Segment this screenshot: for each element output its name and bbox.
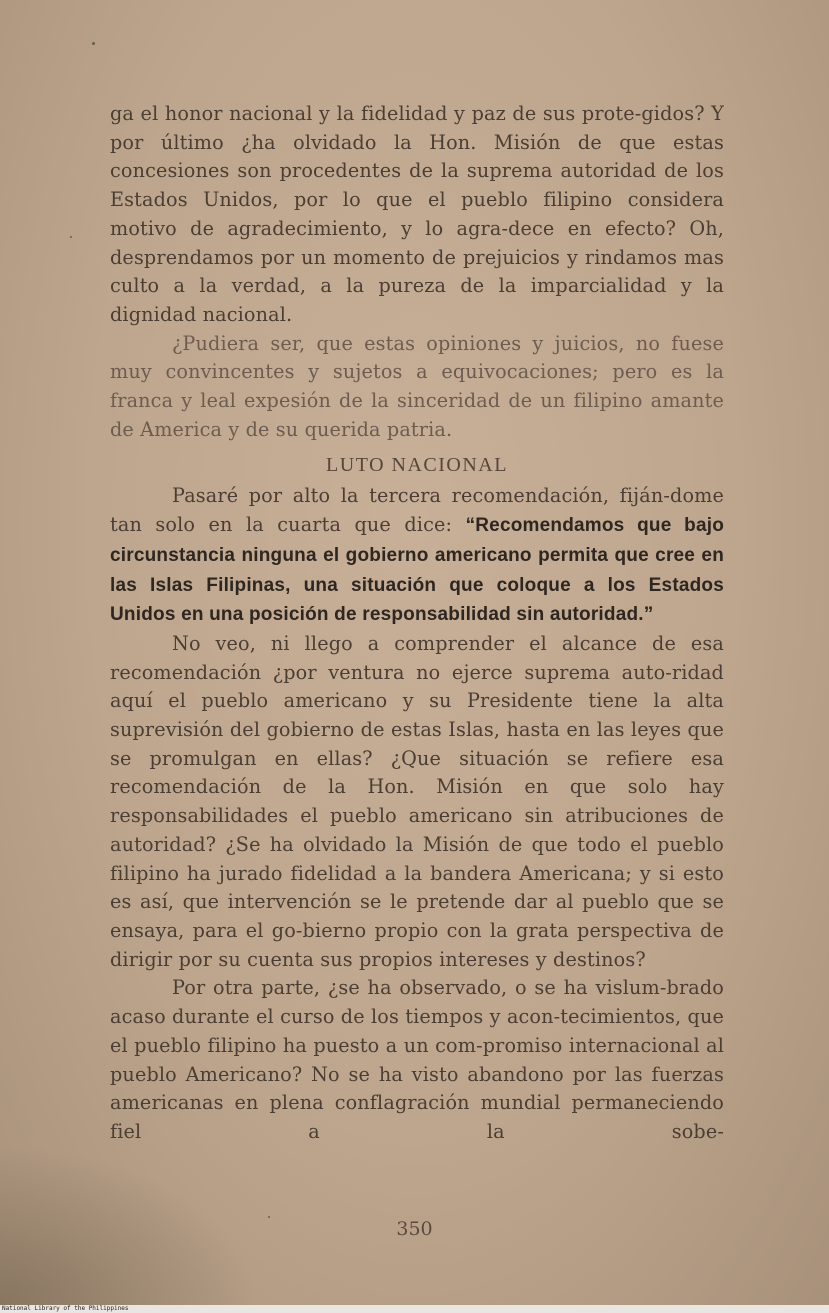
ink-speck — [92, 42, 95, 45]
recommendation-intro: Pasaré por alto la tercera recomendación, fiján-dome tan solo en la cuarta que dice: — [110, 484, 724, 537]
page-number: 350 — [396, 1218, 433, 1240]
paragraph-international: Por otra parte, ¿se ha observado, o se ha vislum-brado acaso durante el curso de los tiempos y acon-tecimientos, que el pueblo filipino ha puesto a un com-promiso internacional al pueblo Americano? No se ha visto abandono por las fuerzas americanas en plena conflagración mundial permaneciendo fiel a la sobe- — [110, 976, 724, 1143]
paragraph-opinion: ¿Pudiera ser, que estas opiniones y juicios, no fuese muy convincentes y sujetos a equivocaciones; pero es la franca y leal expesión de la sinceridad de un filipino amante de America y de su querida patria. — [110, 331, 724, 441]
body-text — [110, 100, 724, 1147]
paragraph-continuation: ga el honor nacional y la fidelidad y paz de sus prote-gidos? Y por último ¿ha olvidado la Hon. Misión de que estas concesiones son procedentes de la suprema autoridad de los Estados Unidos, por lo que el pueblo filipino considera motivo de agradecimiento, y lo agra-dece en efecto? Oh, desprendamos por un momento de prejuicios y rindamos mas culto a la verdad, a la pureza de la imparcialidad y la dignidad nacional. — [110, 102, 724, 326]
library-credit: National Library of the Philippines — [0, 1305, 829, 1313]
recommendation-quote: “Recomendamos que bajo circunstancia ninguna el gobierno americano permita que cree en las Islas Filipinas, una situación que coloque a los Estados Unidos en una posición de responsabilidad sin autoridad.” — [110, 515, 725, 626]
ink-speck — [70, 236, 72, 238]
section-heading: LUTO NACIONAL — [326, 454, 508, 477]
paragraph-recommendation — [110, 482, 724, 630]
paragraph-authority: No veo, ni llego a comprender el alcance de esa recomendación ¿por ventura no ejerce suprema auto-ridad aquí el pueblo americano y su Presidente tiene la alta suprevisión del gobierno de estas Islas, hasta en las leyes que se promulgan en ellas? ¿Que situación se refiere esa recomendación de la Hon. Misión en que solo hay responsabilidades el pueblo americano sin atribuciones de autoridad? ¿Se ha olvidado la Misión de que todo el pueblo filipino ha jurado fidelidad a la bandera Americana; y si esto es así, que intervención se le pretende dar al pueblo que se ensaya, para el go-bierno propio con la grata perspectiva de dirigir por su cuenta sus propios intereses y destinos? — [110, 631, 724, 971]
